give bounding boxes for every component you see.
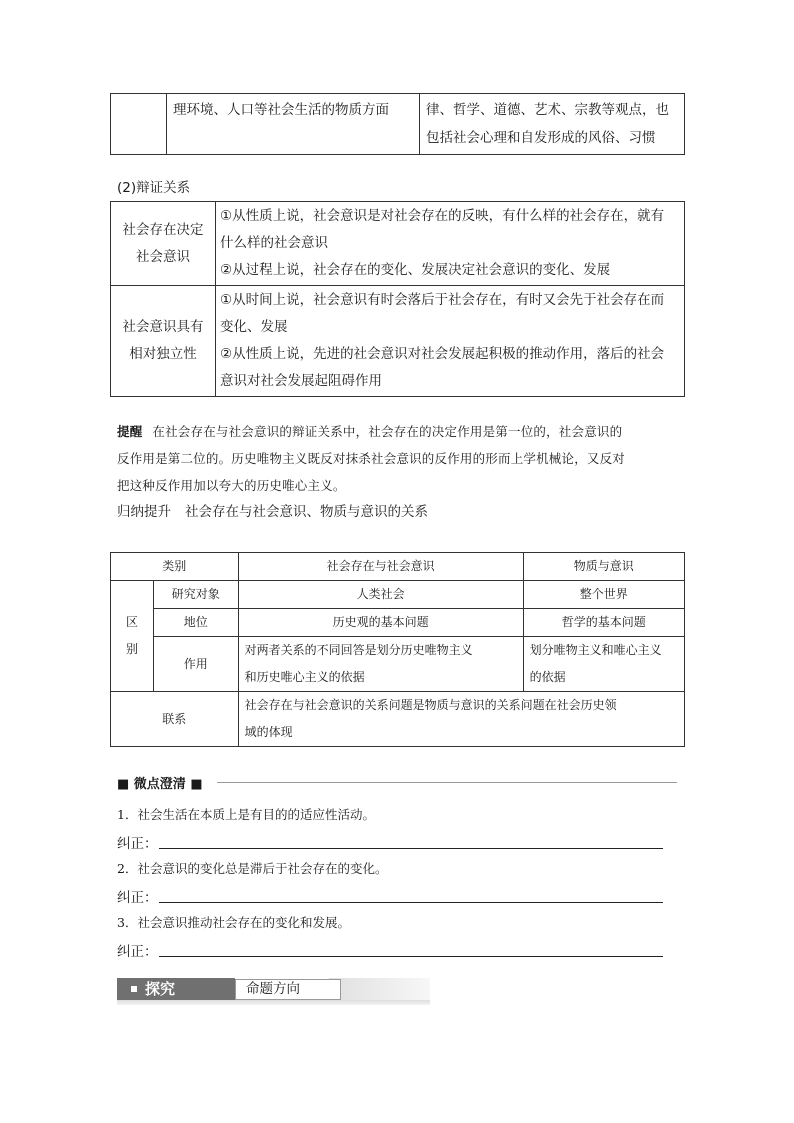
table-header-row [111,553,685,581]
table-row [111,581,685,609]
cell-line: 对两者关系的不同回答是划分历史唯物主义 [244,643,473,657]
cell-middle-text: 理环境、人口等社会生活的物质方面 [173,102,389,118]
row-content [216,202,685,286]
row-head-line: 社会意识 [136,248,190,265]
row-head-line: 社会存在决定 [122,221,204,238]
row-head [111,286,216,397]
note-line: 把这种反作用加以夸大的历史唯心主义。 [117,478,346,493]
cell-line: 社会存在与社会意识的关系问题是物质与意识的关系问题在社会历史领 [244,698,617,712]
square-icon [131,986,137,992]
cell: 整个世界 [523,581,684,609]
correction-field[interactable] [117,832,663,852]
banner-shadow [117,1000,430,1005]
summary-heading [117,500,428,520]
row-content [216,286,685,397]
group-label-char: 别 [125,642,138,656]
micro-point-title: ■ 微点澄清 ■ [117,773,209,792]
summary-title: 社会存在与社会意识、物质与意识的关系 [185,504,428,520]
dialectic-table [110,201,685,397]
header-cell: 物质与意识 [523,553,684,581]
banner-fade [329,978,430,1000]
content-line: ②从过程上说，社会存在的变化、发展决定社会意识的变化、发展 [220,262,611,278]
content-line: 意识对社会发展起阻碍作用 [220,373,382,389]
header-cell: 类别 [111,553,239,581]
cell-right-line: 包括社会心理和自发形成的风俗、习惯 [426,130,656,146]
cell-line: 和历史唯心主义的依据 [244,670,365,684]
explore-banner [117,978,430,1005]
correction-label: 纠正： [117,944,158,960]
correction-label: 纠正： [117,890,158,906]
cell-line: 域的体现 [244,725,293,739]
content-line: ①从时间上说，社会意识有时会落后于社会存在，有时又会先于社会存在而 [220,292,665,308]
summary-keyword: 归纳提升 [117,504,171,520]
table-row [111,637,685,692]
note-paragraph [117,418,687,499]
divider [217,782,677,783]
direction-tab: 命题方向 [235,979,341,1000]
row-head-line: 社会意识具有 [122,319,204,335]
group-label-char: 区 [125,615,138,629]
row-head [111,202,216,286]
content-line: ①从性质上说，社会意识是对社会存在的反映，有什么样的社会存在，就有 [220,208,665,224]
content-line: 变化、发展 [220,319,288,335]
answer-line[interactable] [159,956,663,957]
row-label: 作用 [154,637,239,692]
section-heading: (2)辩证关系 [117,180,191,196]
note-line: 在社会存在与社会意识的辩证关系中，社会存在的决定作用是第一位的，社会意识的 [152,424,623,439]
cell [238,692,684,747]
group-label [111,581,154,692]
cell-middle [167,94,420,155]
cell: 人类社会 [238,581,523,609]
table-row [111,692,685,747]
row-label: 联系 [111,692,239,747]
header-cell: 社会存在与社会意识 [238,553,523,581]
table-row [111,286,685,397]
micro-point-header [117,773,677,791]
table-row [111,202,685,286]
cell [523,637,684,692]
statement: 1．社会生活在本质上是有目的的适应性活动。 [117,807,375,822]
table-row [111,609,685,637]
cell: 哲学的基本问题 [523,609,684,637]
note-keyword: 提醒 [117,424,143,439]
statement: 2．社会意识的变化总是滞后于社会存在的变化。 [117,861,388,876]
cell [238,637,523,692]
answer-line[interactable] [159,902,663,903]
correction-label: 纠正： [117,836,158,852]
answer-line[interactable] [159,848,663,849]
note-line: 反作用是第二位的。历史唯物主义既反对抹杀社会意识的反作用的形而上学机械论，又反对 [117,451,626,466]
cell: 历史观的基本问题 [238,609,523,637]
cell-line: 的依据 [529,670,566,684]
row-head-line: 相对独立性 [129,346,197,362]
empty-cell [111,94,167,155]
continuation-table [110,93,685,155]
explore-tab [117,978,235,1000]
cell-right [420,94,685,155]
correction-field[interactable] [117,940,663,960]
correction-field[interactable] [117,886,663,906]
comparison-table [110,552,685,747]
cell-right-line: 律、哲学、道德、艺术、宗教等观点，也 [426,102,669,118]
cell-line: 划分唯物主义和唯心主义 [529,643,662,657]
content-line: ②从性质上说，先进的社会意识对社会发展起积极的推动作用，落后的社会 [220,346,665,362]
row-label: 地位 [154,609,239,637]
statement: 3．社会意识推动社会存在的变化和发展。 [117,915,350,930]
content-line: 什么样的社会意识 [220,235,328,251]
row-label: 研究对象 [154,581,239,609]
explore-label: 探究 [145,980,176,998]
